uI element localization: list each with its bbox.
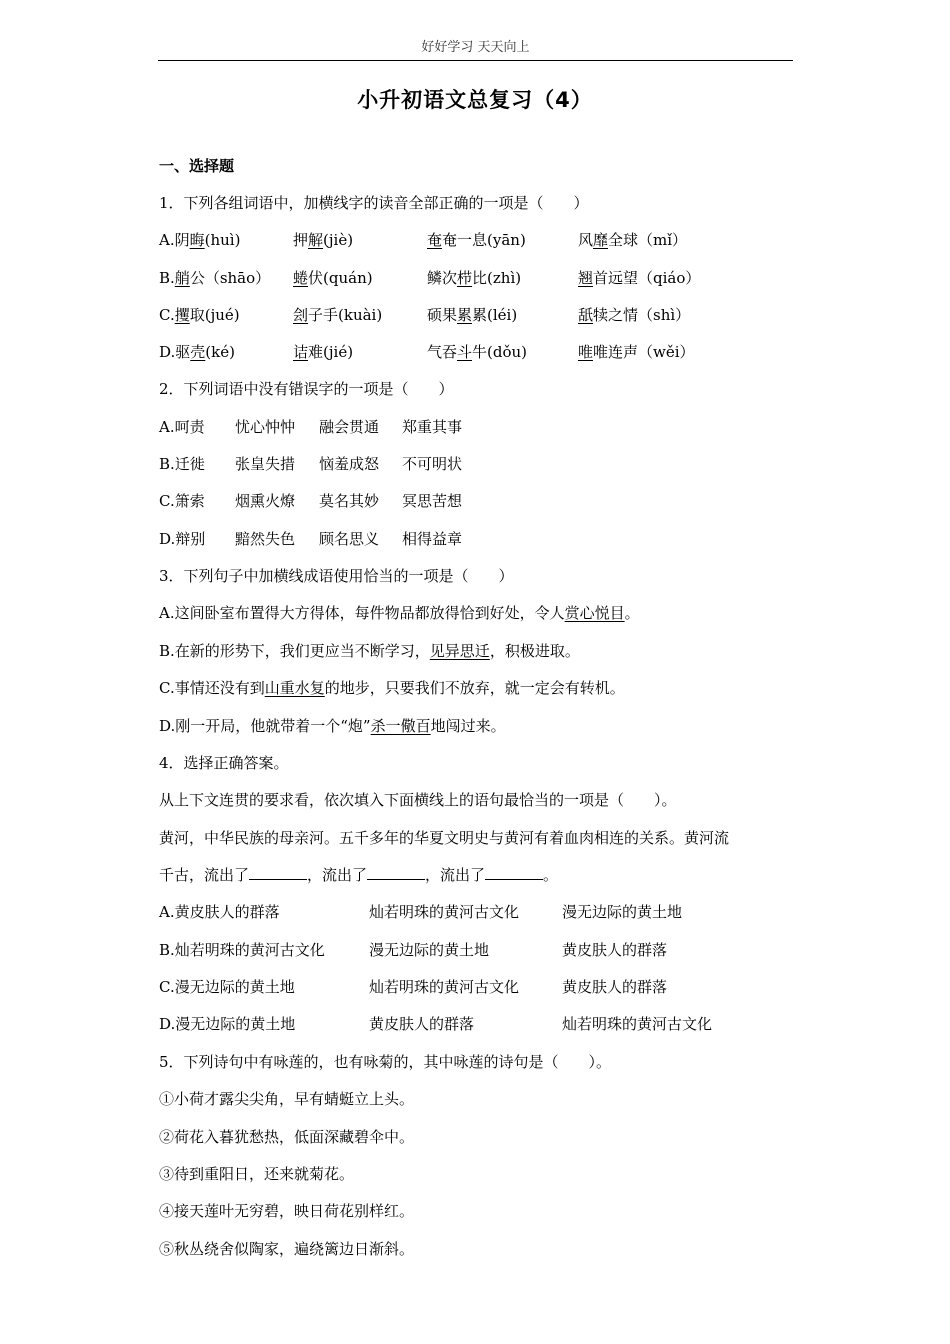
q4-option-row xyxy=(159,1014,759,1034)
option-text: D.刚一开局，他就带着一个“炮” xyxy=(159,717,371,735)
underlined-char: 舐 xyxy=(578,306,594,324)
q5-poem-line: ①小荷才露尖尖角，早有蜻蜓立上头。 xyxy=(159,1090,415,1108)
underlined-char: 诘 xyxy=(293,343,309,361)
option-text: 累(léi) xyxy=(472,306,518,324)
option-text: 全球（mǐ） xyxy=(608,231,688,249)
q2-word: 郑重其事 xyxy=(402,418,463,436)
option-text: (huì) xyxy=(204,231,241,249)
underlined-char: 刽 xyxy=(293,306,309,324)
q5-poem-line: ⑤秋丛绕舍似陶家，遍绕篱边日渐斜。 xyxy=(159,1240,415,1258)
q4-option-item: 灿若明珠的黄河古文化 xyxy=(369,978,520,996)
option-text: A.阴 xyxy=(159,231,190,249)
option-text: C. xyxy=(159,306,175,324)
underlined-idiom: 赏心悦目 xyxy=(564,604,625,622)
underlined-char: 翘 xyxy=(578,269,594,287)
option-text: 气吞 xyxy=(427,343,458,361)
q1-option-item xyxy=(159,342,235,362)
q4-option-item: D.漫无边际的黄土地 xyxy=(159,1015,296,1033)
option-text: 押 xyxy=(293,231,309,249)
q4-option-item: 漫无边际的黄土地 xyxy=(562,903,683,921)
page-title: 小升初语文总复习（4） xyxy=(357,88,593,112)
underlined-char: 攫 xyxy=(174,306,190,324)
q4-option-item: 黄皮肤人的群落 xyxy=(562,941,668,959)
q4-option-row xyxy=(159,940,759,960)
q1-option-item xyxy=(293,230,353,250)
underlined-char: 艄 xyxy=(174,269,190,287)
option-text: C.事情还没有到 xyxy=(159,679,265,697)
underlined-char: 靡 xyxy=(593,231,609,249)
q2-word: D.辩别 xyxy=(159,530,206,548)
q1-option-item xyxy=(293,268,373,288)
option-text: A.这间卧室布置得大方得体，每件物品都放得恰到好处，令人 xyxy=(159,604,565,622)
q1-option-item xyxy=(427,305,517,325)
q5-poem-line: ②荷花入暮犹愁热，低面深藏碧伞中。 xyxy=(159,1128,415,1146)
q1-option-item xyxy=(427,230,526,250)
q4-stem: 4．选择正确答案。 xyxy=(159,754,289,772)
q4-intro: 从上下文连贯的要求看，依次填入下面横线上的语句最恰当的一项是（ ）。 xyxy=(159,791,677,809)
underlined-char: 壳 xyxy=(190,343,206,361)
q2-word: 黯然失色 xyxy=(235,530,296,548)
q2-word: 冥思苦想 xyxy=(402,492,463,510)
option-text: (jiè) xyxy=(323,231,354,249)
q2-word: 相得益章 xyxy=(402,530,463,548)
option-text: 公（shāo） xyxy=(189,269,271,287)
q1-option-row xyxy=(159,305,799,325)
option-text: 难(jié) xyxy=(308,343,354,361)
q2-word: 不可明状 xyxy=(402,455,463,473)
page-header: 好好学习 天天向上 xyxy=(421,40,530,55)
option-text: D.驱 xyxy=(159,343,191,361)
q4-option-item: 黄皮肤人的群落 xyxy=(562,978,668,996)
q4-passage-line1: 黄河，中华民族的母亲河。五千多年的华夏文明史与黄河有着血肉相连的关系。黄河流 xyxy=(159,829,730,847)
q3-option xyxy=(159,716,506,736)
q2-word: A.呵责 xyxy=(159,418,205,436)
underlined-idiom: 见异思迁 xyxy=(429,642,490,660)
underlined-idiom: 山重水复 xyxy=(264,679,325,697)
q4-option-item: C.漫无边际的黄土地 xyxy=(159,978,295,996)
q1-option-row xyxy=(159,342,799,362)
underlined-char: 栉 xyxy=(457,269,473,287)
q2-word: C.箫索 xyxy=(159,492,205,510)
underlined-char: 斗 xyxy=(457,343,473,361)
option-text: 风 xyxy=(578,231,594,249)
q4-passage-text: 千古，流出了 xyxy=(159,866,250,884)
q3-option xyxy=(159,603,640,623)
q2-word: 融会贯通 xyxy=(319,418,380,436)
option-text: 奄一息(yān) xyxy=(442,231,526,249)
option-text: 首远望（qiáo） xyxy=(593,269,701,287)
header-divider xyxy=(158,60,793,61)
option-text: 。 xyxy=(624,604,640,622)
q2-word: B.迁徙 xyxy=(159,455,205,473)
q5-stem: 5．下列诗句中有咏莲的，也有咏菊的，其中咏莲的诗句是（ ）。 xyxy=(159,1053,612,1071)
q1-option-item xyxy=(578,342,695,362)
q4-option-item: B.灿若明珠的黄河古文化 xyxy=(159,941,325,959)
q1-option-item xyxy=(578,268,700,288)
q4-option-item: 黄皮肤人的群落 xyxy=(369,1015,475,1033)
q1-option-item xyxy=(159,268,270,288)
underlined-char: 奄 xyxy=(427,231,443,249)
q1-option-item xyxy=(159,230,240,250)
section-heading: 一、选择题 xyxy=(159,157,235,175)
q1-option-item xyxy=(427,342,527,362)
q1-option-row xyxy=(159,268,799,288)
answer-blank xyxy=(485,865,543,880)
q5-poem-line: ④接天莲叶无穷碧，映日荷花别样红。 xyxy=(159,1202,415,1220)
q1-option-row xyxy=(159,230,799,250)
q4-option-row xyxy=(159,902,759,922)
q1-option-item xyxy=(578,305,690,325)
q2-option-row xyxy=(159,529,559,549)
underlined-char: 晦 xyxy=(189,231,205,249)
underlined-char: 解 xyxy=(308,231,324,249)
q4-option-item: 灿若明珠的黄河古文化 xyxy=(369,903,520,921)
q2-option-row xyxy=(159,417,559,437)
option-text: B.在新的形势下，我们更应当不断学习， xyxy=(159,642,430,660)
option-text: 的地步，只要我们不放弃，就一定会有转机。 xyxy=(324,679,625,697)
q4-option-item: A.黄皮肤人的群落 xyxy=(159,903,280,921)
q2-option-row xyxy=(159,491,559,511)
q1-stem: 1．下列各组词语中，加横线字的读音全部正确的一项是（ ） xyxy=(159,194,589,212)
q1-option-item xyxy=(427,268,521,288)
q3-option xyxy=(159,641,580,661)
option-text: B. xyxy=(159,269,175,287)
q4-passage-text: ，流出了 xyxy=(307,866,368,884)
option-text: 伏(quán) xyxy=(308,269,373,287)
q4-passage-line2 xyxy=(159,865,558,885)
option-text: 子手(kuài) xyxy=(308,306,383,324)
q2-word: 顾名思义 xyxy=(319,530,380,548)
q4-option-item: 灿若明珠的黄河古文化 xyxy=(562,1015,713,1033)
q3-stem: 3．下列句子中加横线成语使用恰当的一项是（ ） xyxy=(159,567,514,585)
q2-word: 忧心忡忡 xyxy=(235,418,296,436)
q2-word: 莫名其妙 xyxy=(319,492,380,510)
option-text: (ké) xyxy=(205,343,235,361)
option-text: 犊之情（shì） xyxy=(593,306,691,324)
q2-word: 张皇失措 xyxy=(235,455,296,473)
q1-option-item xyxy=(159,305,240,325)
option-text: 鳞次 xyxy=(427,269,458,287)
option-text: 牛(dǒu) xyxy=(472,343,528,361)
underlined-char: 蜷 xyxy=(293,269,309,287)
q3-option xyxy=(159,678,625,698)
q5-poem-line: ③待到重阳日，还来就菊花。 xyxy=(159,1165,355,1183)
q2-word: 恼羞成怒 xyxy=(319,455,380,473)
q4-option-item: 漫无边际的黄土地 xyxy=(369,941,490,959)
underlined-char: 唯 xyxy=(578,343,594,361)
q1-option-item xyxy=(293,342,353,362)
underlined-idiom: 杀一儆百 xyxy=(370,717,431,735)
q1-option-item xyxy=(293,305,382,325)
q2-option-row xyxy=(159,454,559,474)
q1-option-item xyxy=(578,230,687,250)
answer-blank xyxy=(249,865,307,880)
answer-blank xyxy=(367,865,425,880)
option-text: ，积极进取。 xyxy=(489,642,580,660)
option-text: 唯连声（wěi） xyxy=(593,343,695,361)
q2-word: 烟熏火燎 xyxy=(235,492,296,510)
option-text: 地闯过来。 xyxy=(430,717,506,735)
q4-passage-text: 。 xyxy=(543,866,559,884)
q4-passage-text: ，流出了 xyxy=(425,866,486,884)
q2-stem: 2．下列词语中没有错误字的一项是（ ） xyxy=(159,380,454,398)
q4-option-row xyxy=(159,977,759,997)
option-text: 取(jué) xyxy=(189,306,240,324)
option-text: 硕果 xyxy=(427,306,458,324)
option-text: 比(zhì) xyxy=(472,269,522,287)
underlined-char: 累 xyxy=(457,306,473,324)
